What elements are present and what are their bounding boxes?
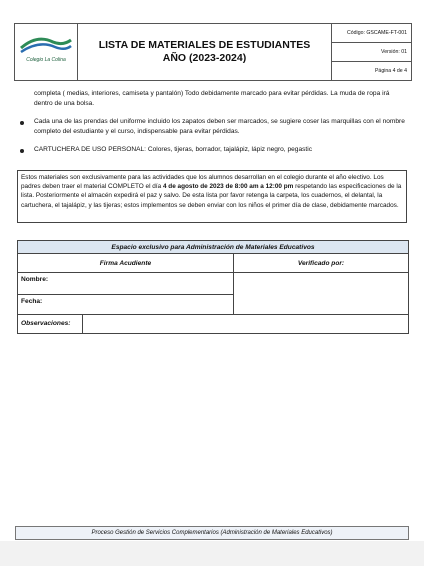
admin-table-header: Espacio exclusivo para Administración de Materiales Educativos xyxy=(18,241,408,254)
document-version: Versión: 01 xyxy=(332,43,411,62)
list-item-text: Cada una de las prendas del uniforme incluido los zapatos deben ser marcados, se sugiere coser las marquillas con el nombre completo del estudiante y el curso, indispensable para evitar pérdidas. xyxy=(34,118,405,135)
nombre-field[interactable] xyxy=(18,273,234,295)
document-footer: Proceso Gestión de Servicios Complementarios (Administración de Materiales Educativos) xyxy=(15,526,409,540)
bullet-icon xyxy=(20,121,24,125)
notice-text-1: Estos materiales son exclusivamente para las actividades que los alumnos desarrollan en el colegio durante el año electivo. Los padres deben traer el material COMPLETO el día xyxy=(21,174,384,191)
document-header xyxy=(14,23,412,81)
fecha-label: Fecha: xyxy=(21,298,43,305)
nombre-label: Nombre: xyxy=(21,276,49,283)
document-meta xyxy=(332,24,411,80)
list-item-text: CARTUCHERA DE USO PERSONAL: Colores, tijeras, borrador, tajalápiz, lápiz negro, pegastic xyxy=(34,146,313,153)
column-header-verificado: Verificado por: xyxy=(234,254,408,273)
document-title xyxy=(78,24,332,80)
verificado-field[interactable] xyxy=(234,273,408,315)
admin-table xyxy=(17,240,409,334)
notice-box xyxy=(17,170,407,223)
document-code: Código: GSCAME-FT-001 xyxy=(332,24,411,43)
logo-text: Colegio La Colina xyxy=(26,57,66,63)
notice-text-2: respetando las especificaciones de la lista. Posteriormente el almacén expedirá el paz y salvo. De esta lista por favor retenga la carpeta, los cuadernos, el delantal, la cartuchera, el tajalápiz, y las tijeras; estos implementos se deben enviar con los niños el primer día de clase, debidamente marcados. xyxy=(21,183,402,209)
fecha-field[interactable] xyxy=(18,295,234,315)
school-logo xyxy=(15,24,78,80)
school-logo-icon xyxy=(19,32,73,56)
column-header-firma: Firma Acudiente xyxy=(18,254,234,273)
title-line-2: AÑO (2023-2024) xyxy=(162,52,247,64)
notice-date: 4 de agosto de 2023 de 8:00 am a 12:00 pm xyxy=(162,183,294,191)
bullet-icon xyxy=(20,149,24,153)
observaciones-label: Observaciones: xyxy=(18,315,83,333)
observaciones-field[interactable] xyxy=(83,315,408,333)
continuation-paragraph: completa ( medias, interiores, camiseta y pantalón) Todo debidamente marcado para evitar pérdidas. La muda de ropa irá dentro de una bolsa. xyxy=(34,90,390,107)
page-number: Página 4 de 4 xyxy=(374,68,407,74)
title-line-1: LISTA DE MATERIALES DE ESTUDIANTES xyxy=(98,39,311,51)
